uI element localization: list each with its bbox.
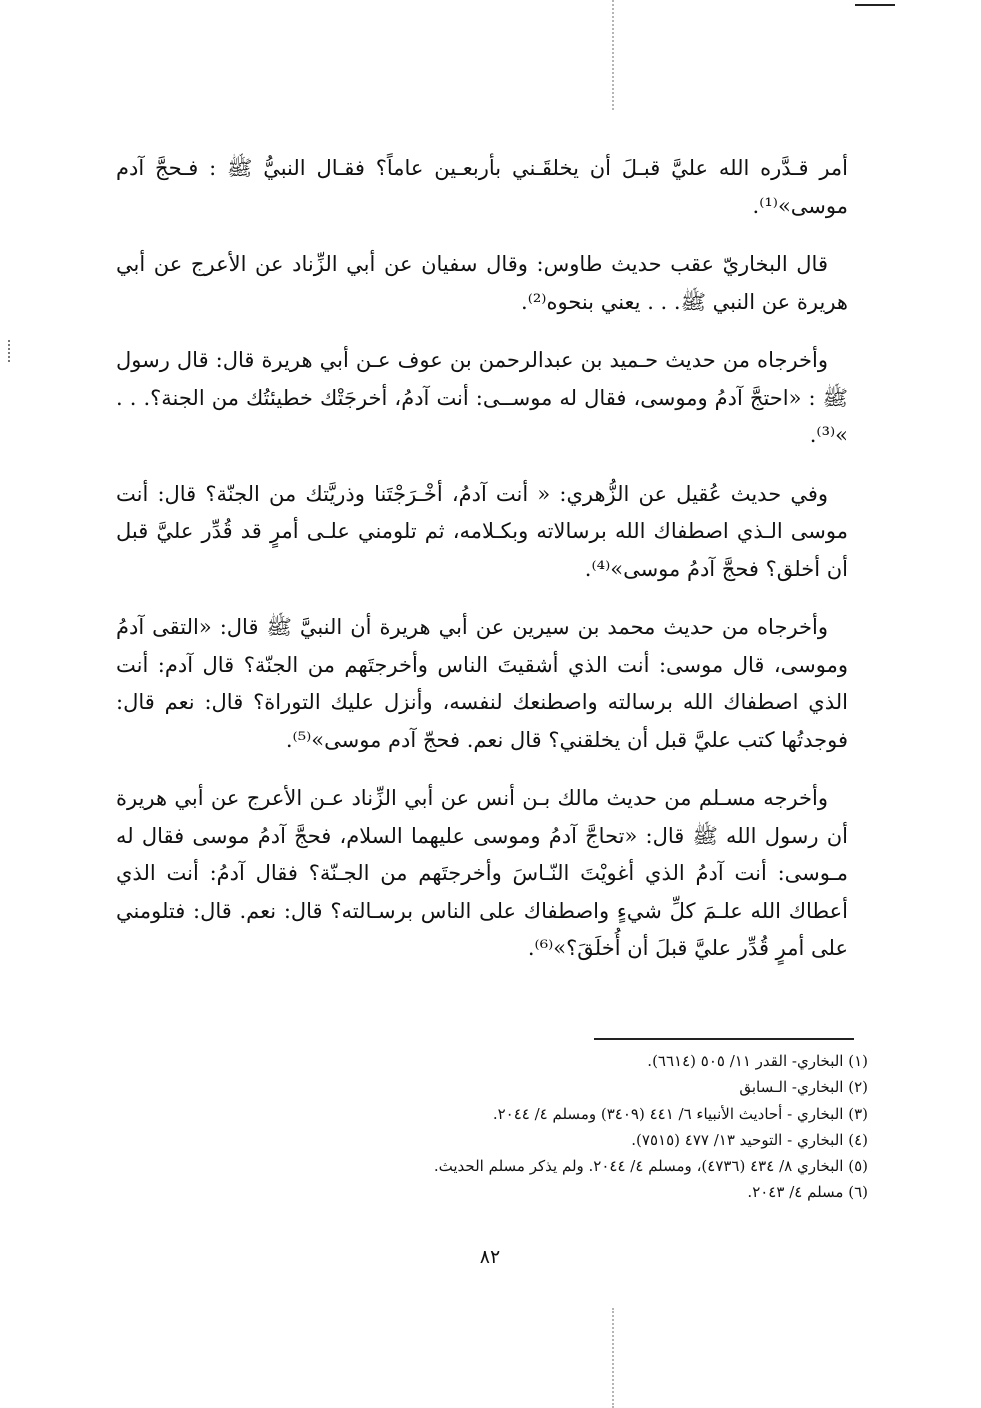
top-rule [855, 4, 895, 6]
scan-artifact [8, 340, 10, 362]
footnote: (٣) البخاري - أحاديث الأنبياء ٦/ ٤٤١ (٣٤٠٩) ومسلم ٤/ ٢٠٤٤. [492, 1104, 868, 1123]
footnote: (١) البخاري- القدر ١١/ ٥٠٥ (٦٦١٤). [647, 1052, 868, 1070]
footnote: (٢) البخاري- الـسابق [739, 1078, 868, 1097]
paragraph: وأخرجاه من حديث حـميد بن عبدالرحمن بن عوف عـن أبي هريرة قال: قال رسول ﷺ : «احتجَّ آدمُ وموسى، فقال له موســى: أنت آدمُ، أخرجَتْك خطيئتُك من الجنة؟. . . »⁽³⁾. [116, 348, 848, 447]
footnote: (٤) البخاري - التوحيد ١٣/ ٤٧٧ (٧٥١٥). [631, 1130, 868, 1149]
paragraph: قال البخاريّ عقب حديث طاوس: وقال سفيان عن أبي الزِّناد عن الأعرج عن أبي هريرة عن النبي ﷺ. . . يعني بنحوه⁽²⁾. [116, 252, 848, 314]
paragraph: وأخرجاه من حديث محمد بن سيرين عن أبي هريرة أن النبيَّ ﷺ قال: «التقى آدمُ وموسى، قال موسى: أنت الذي أشقيتَ الناس وأخرجتَهم من الجنّة؟ قال آدم: أنت الذي اصطفاك الله برسالته واصطنعك لنفسه، وأنزل عليك التوراة؟ قال: نعم قال: فوجدتُها كتب عليَّ قبل أن يخلقني؟ قال نعم. فحجّ آدم موسى»⁽⁵⁾. [116, 615, 848, 752]
binding-dotted-line-bottom [612, 1308, 614, 1408]
binding-dotted-line-top [612, 0, 614, 110]
page-number: ٨٢ [479, 1246, 501, 1268]
footnote: (٥) البخاري ٨/ ٤٣٤ (٤٧٣٦)، ومسلم ٤/ ٢٠٤٤. ولم يذكر مسلم الحديث. [433, 1157, 868, 1176]
footnotes [300, 1048, 868, 1206]
body-text [116, 150, 848, 989]
paragraph: وفي حديث عُقيل عن الزُّهري: « أنت آدمُ، أخْـرَجْتَنا وذريَّتك من الجنّة؟ قال: أنت موسى الـذي اصطفاك الله برسالاته وبكـلامه، ثم تلومني علـى أمرٍ قد قُدِّر عليَّ قبل أن أخلق؟ فحجَّ آدمُ موسى»⁽⁴⁾. [116, 481, 848, 581]
footnote-separator [594, 1038, 854, 1040]
paragraph: أمر قـدَّره الله عليَّ قبـلَ أن يخلقَـني بأربعـين عاماً؟ فقـال النبيُّ ﷺ : فـحجَّ آدم موسى»⁽¹⁾. [116, 156, 848, 218]
footnote: (٦) مسلم ٤/ ٢٠٤٣. [747, 1183, 868, 1202]
paragraph: وأخرجه مسـلم من حديث مالك بـن أنس عن أبي الزِّناد عـن الأعرج عن أبي هريرة أن رسول الله ﷺ قال: «تحاجَّ آدمُ وموسى عليهما السلام، فحجَّ آدمُ موسى فقال له مـوسى: أنت آدمُ الذي أغويْتَ النّـاسَ وأخرجتَهم من الجـنّة؟ فقال آدمُ: أنت الذي أعطاك الله علـمَ كلِّ شيءٍ واصطفاك على الناس برسـالته؟ قال: نعم. قال: فتلومني على أمرٍ قُدِّر عليَّ قبلَ أن أُخلَقَ؟»⁽⁶⁾. [116, 786, 848, 960]
